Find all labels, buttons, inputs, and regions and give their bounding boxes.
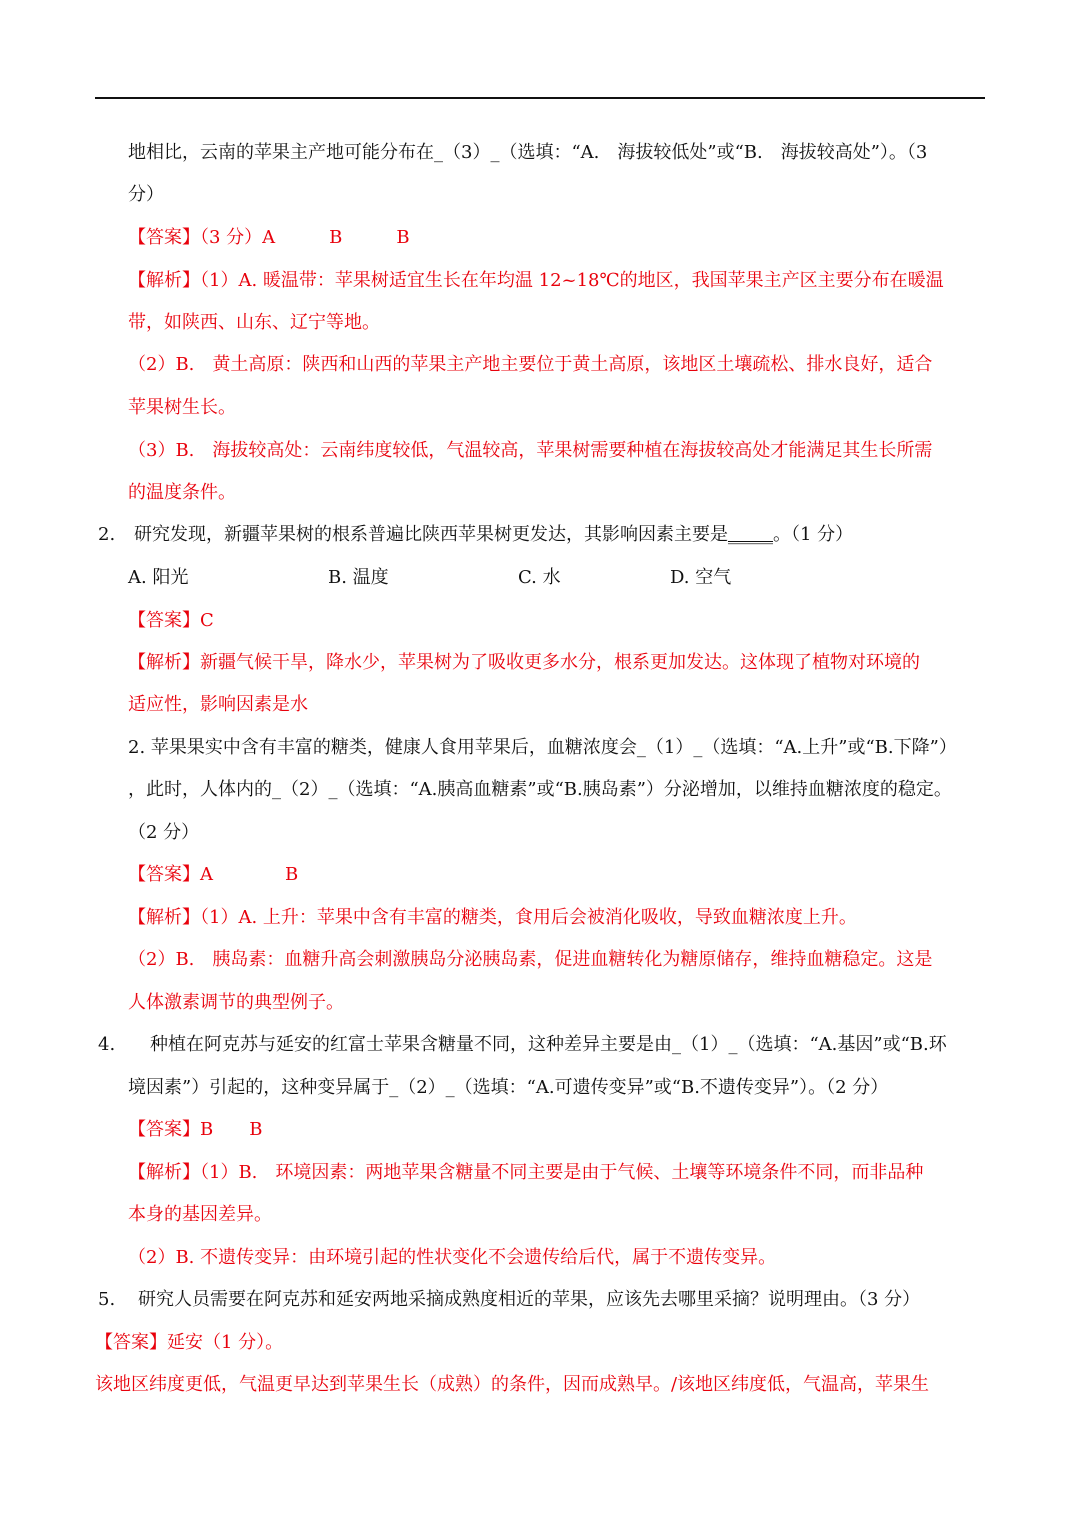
analysis-line (128, 1160, 923, 1186)
analysis-line: 人体激素调节的典型例子。 (128, 992, 344, 1013)
analysis-line: （2）B. 胰岛素：血糖升高会刺激胰岛分泌胰岛素，促进血糖转化为糖原储存，维持血糖稳定。这是 (128, 949, 933, 970)
question-stem-text: 研究发现，新疆苹果树的根系普遍比陕西苹果树更发达，其影响因素主要是 (134, 524, 728, 545)
analysis-text: （1）A. 上升：苹果中含有丰富的糖类，食用后会被消化吸收，导致血糖浓度上升。 (200, 907, 857, 928)
answer-line (128, 608, 214, 634)
question-number: 5. (98, 1289, 116, 1310)
answer-text: B B (200, 1119, 263, 1140)
analysis-tag: 【解析】 (128, 270, 200, 291)
answer-line (128, 862, 298, 888)
analysis-text: 新疆气候干旱，降水少，苹果树为了吸收更多水分，根系更加发达。这体现了植物对环境的 (200, 652, 920, 673)
question-stem: 境因素”）引起的，这种变异属于_（2）_（选填：“A.可遗传变异”或“B.不遗传变异”）。（2 分） (128, 1077, 889, 1098)
question-score: 。（1 分） (773, 524, 854, 545)
option-c: C. 水 (518, 567, 561, 588)
option-b: B. 温度 (328, 567, 389, 588)
analysis-line: 本身的基因差异。 (128, 1204, 272, 1225)
analysis-text: （1）B. 环境因素：两地苹果含糖量不同主要是由于气候、土壤等环境条件不同，而非品种 (200, 1162, 924, 1183)
question-stem (134, 522, 853, 548)
answer-blank: _____ (728, 524, 773, 545)
answer-tag: 【答案】 (128, 864, 200, 885)
analysis-line: 带，如陕西、山东、辽宁等地。 (128, 312, 380, 333)
answer-tag: 【答案】 (128, 227, 200, 248)
analysis-line: 适应性，影响因素是水 (128, 694, 308, 715)
answer-line (95, 1330, 283, 1356)
answer-line (128, 1117, 262, 1143)
option-d: D. 空气 (670, 567, 732, 588)
answer-tag: 【答案】 (128, 610, 200, 631)
analysis-line (128, 268, 944, 294)
analysis-text: （1）A. 暖温带：苹果树适宜生长在年均温 12~18℃的地区，我国苹果主产区主要分布在暖温 (200, 270, 944, 291)
question-stem: 种植在阿克苏与延安的红富士苹果含糖量不同，这种差异主要是由_（1）_（选填：“A.基因”或“B.环 (150, 1034, 947, 1055)
answer-text: （3 分）A B B (200, 227, 410, 248)
question-score: （2 分） (128, 822, 200, 843)
answer-tag: 【答案】 (128, 1119, 200, 1140)
analysis-tag: 【解析】 (128, 1162, 200, 1183)
answer-text: 延安（1 分）。 (167, 1332, 284, 1353)
analysis-line: （2）B. 不遗传变异：由环境引起的性状变化不会遗传给后代，属于不遗传变异。 (128, 1247, 777, 1268)
question-stem: 研究人员需要在阿克苏和延安两地采摘成熟度相近的苹果，应该先去哪里采摘？说明理由。（3 分） (138, 1289, 921, 1310)
answer-tag: 【答案】 (95, 1332, 167, 1353)
analysis-line: 该地区纬度更低，气温更早达到苹果生长（成熟）的条件，因而成熟早。/该地区纬度低，气温高，苹果生 (95, 1374, 930, 1395)
answer-text: C (200, 610, 214, 631)
header-rule (95, 97, 985, 99)
answer-text: A B (200, 864, 299, 885)
analysis-line: （2）B. 黄土高原：陕西和山西的苹果主产地主要位于黄土高原，该地区土壤疏松、排水良好，适合 (128, 354, 933, 375)
question-number: 4. (98, 1034, 116, 1055)
analysis-line (128, 905, 857, 931)
option-a: A. 阳光 (128, 567, 189, 588)
question-stem: ，此时，人体内的_（2）_（选填：“A.胰高血糖素”或“B.胰岛素”）分泌增加，以维持血糖浓度的稳定。 (128, 779, 952, 800)
question-stem: 2. 苹果果实中含有丰富的糖类，健康人食用苹果后，血糖浓度会_（1）_（选填：“A.上升”或“B.下降”） (128, 737, 957, 758)
analysis-line: 的温度条件。 (128, 482, 236, 503)
analysis-tag: 【解析】 (128, 907, 200, 928)
question-text-line: 地相比，云南的苹果主产地可能分布在_（3）_（选填：“A. 海拔较低处”或“B. 海拔较高处”）。（3 (128, 142, 928, 163)
question-text-line: 分） (128, 184, 164, 205)
answer-line (128, 225, 410, 251)
analysis-tag: 【解析】 (128, 652, 200, 673)
analysis-line: （3）B. 海拔较高处：云南纬度较低，气温较高，苹果树需要种植在海拔较高处才能满足其生长所需 (128, 440, 933, 461)
analysis-line: 苹果树生长。 (128, 397, 236, 418)
analysis-line (128, 650, 920, 676)
question-number: 2. (98, 524, 116, 545)
